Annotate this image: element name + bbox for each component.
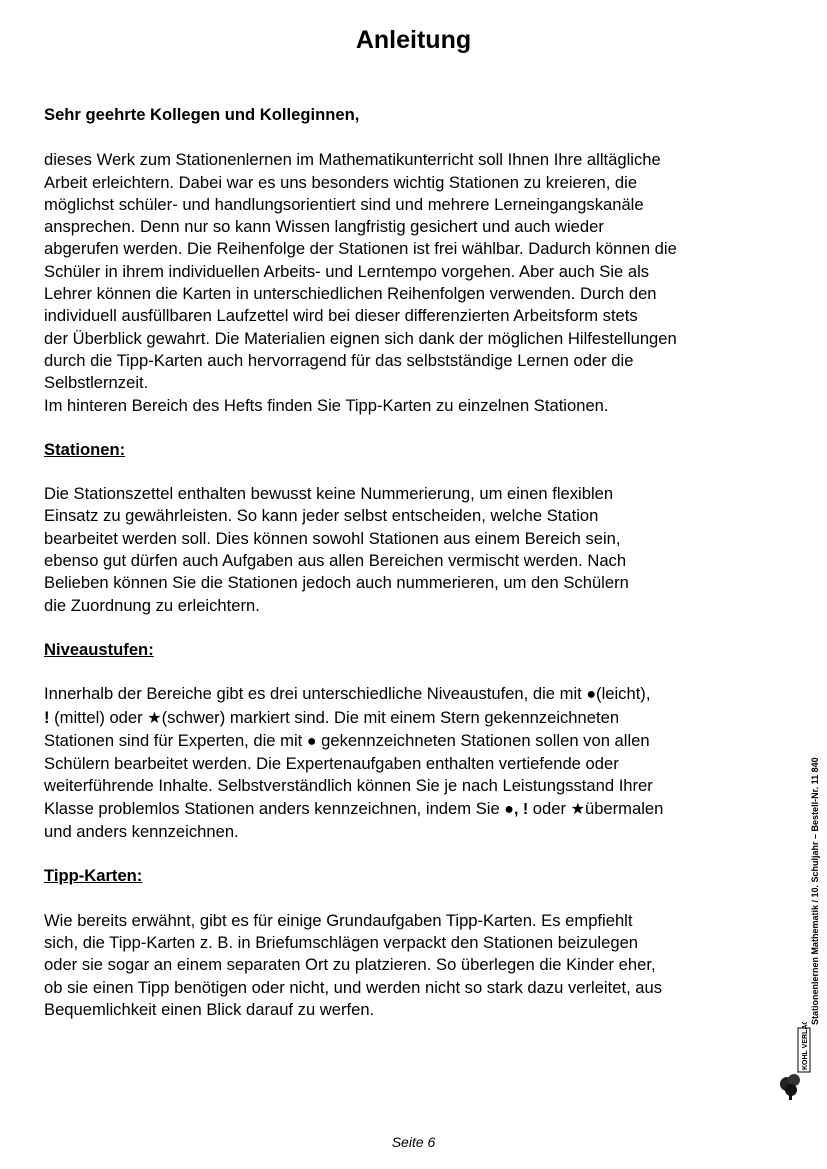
text-line: die Zuordnung zu erleichtern. [44, 595, 260, 615]
text-line: ! (mittel) oder ★(schwer) markiert sind. Die mit einem Stern gekennzeichneten [44, 707, 620, 727]
intro-paragraph [44, 149, 789, 417]
tipp-karten-paragraph [44, 910, 789, 1021]
text-line: Innerhalb der Bereiche gibt es drei unterschiedliche Niveaustufen, die mit ●(leicht), [44, 684, 651, 704]
text-line: bearbeitet werden soll. Dies können sowohl Stationen aus einem Bereich sein, [44, 528, 621, 548]
text-line: Die Stationszettel enthalten bewusst keine Nummerierung, um einen flexiblen [44, 484, 614, 504]
dot-icon: ● [586, 686, 597, 704]
kohl-verlag-logo-icon [778, 1022, 812, 1102]
sidebar-text: Stationenlernen Mathematik / 10. Schuljahr – Bestell-Nr. 11 840 [810, 757, 820, 1025]
text-line: Schülern bearbeitet werden. Die Expertenaufgaben enthalten vertiefende oder [44, 754, 619, 774]
text-line: Wie bereits erwähnt, gibt es für einige Grundaufgaben Tipp-Karten. Es empfiehlt [44, 910, 633, 930]
section-heading-tipp-karten: Tipp-Karten: [44, 866, 143, 886]
page-title: Anleitung [355, 26, 472, 54]
text-line: Schüler in ihrem individuellen Arbeits- und Lerntempo vorgehen. Aber auch Sie als [44, 261, 650, 281]
text-line: ebenso gut dürfen auch Aufgaben aus allen Bereichen vermischt werden. Nach [44, 551, 627, 571]
text-line: durch die Tipp-Karten auch hervorragend für das selbstständige Lernen oder die [44, 350, 634, 370]
text-line: und anders kennzeichnen. [44, 822, 239, 842]
text-line: der Überblick gewahrt. Die Materialien eignen sich dank der möglichen Hilfestellungen [44, 328, 677, 348]
page-number: Seite 6 [391, 1134, 436, 1150]
sidebar-publication-info [792, 700, 820, 1025]
text-line: Stationen sind für Experten, die mit ● gekennzeichneten Stationen sollen von allen [44, 730, 650, 750]
text-line: Bequemlichkeit einen Blick darauf zu werfen. [44, 999, 375, 1019]
text-line: oder sie sogar an einem separaten Ort zu platzieren. So überlegen die Kinder eher, [44, 955, 656, 975]
text-line: Einsatz zu gewährleisten. So kann jeder selbst entscheiden, welche Station [44, 506, 599, 526]
text-line: Belieben können Sie die Stationen jedoch auch nummerieren, um den Schülern [44, 573, 629, 593]
document-body [44, 104, 789, 1021]
text-line: individuell ausfüllbaren Laufzettel wird bei dieser differenzierten Arbeitsform stets [44, 306, 638, 326]
dot-icon: ● [306, 732, 317, 750]
text-line: sich, die Tipp-Karten z. B. in Briefumschlägen verpackt den Stationen beizulegen [44, 932, 639, 952]
text-line: Arbeit erleichtern. Dabei war es uns besonders wichtig Stationen zu kreieren, die [44, 172, 638, 192]
section-heading-niveaustufen: Niveaustufen: [44, 639, 154, 659]
text-line: abgerufen werden. Die Reihenfolge der Stationen ist frei wählbar. Dadurch können die [44, 239, 677, 259]
publisher-logo [778, 1022, 812, 1102]
text-line: Klasse problemlos Stationen anders kennzeichnen, indem Sie ●, ! oder ★übermalen [44, 798, 664, 818]
svg-text:KOHL VERLAG: KOHL VERLAG [802, 1022, 809, 1070]
stationen-paragraph [44, 483, 789, 617]
text-line: dieses Werk zum Stationenlernen im Mathematikunterricht soll Ihnen Ihre alltägliche [44, 150, 661, 170]
greeting: Sehr geehrte Kollegen und Kolleginnen, [44, 105, 360, 124]
star-icon: ★ [570, 800, 585, 818]
star-icon: ★ [147, 709, 162, 727]
text-line: Selbstlernzeit. [44, 373, 149, 393]
text-line: weiterführende Inhalte. Selbstverständlich können Sie je nach Leistungsstand Ihrer [44, 776, 653, 796]
text-line: ansprechen. Denn nur so kann Wissen langfristig gesichert und auch wieder [44, 217, 604, 237]
text-line: Lehrer können die Karten in unterschiedlichen Reihenfolgen verwenden. Durch den [44, 284, 657, 304]
text-line: möglichst schüler- und handlungsorientiert sind und mehrere Lerneingangskanäle [44, 194, 644, 214]
exclamation-icon: ! [44, 707, 50, 727]
section-heading-stationen: Stationen: [44, 439, 126, 459]
niveaustufen-paragraph [44, 683, 789, 843]
dot-exclamation-icons: ●, ! [504, 800, 529, 818]
text-line: Im hinteren Bereich des Hefts finden Sie Tipp-Karten zu einzelnen Stationen. [44, 395, 609, 415]
text-line: ob sie einen Tipp benötigen oder nicht, und werden nicht so stark dazu verleitet, aus [44, 977, 663, 997]
